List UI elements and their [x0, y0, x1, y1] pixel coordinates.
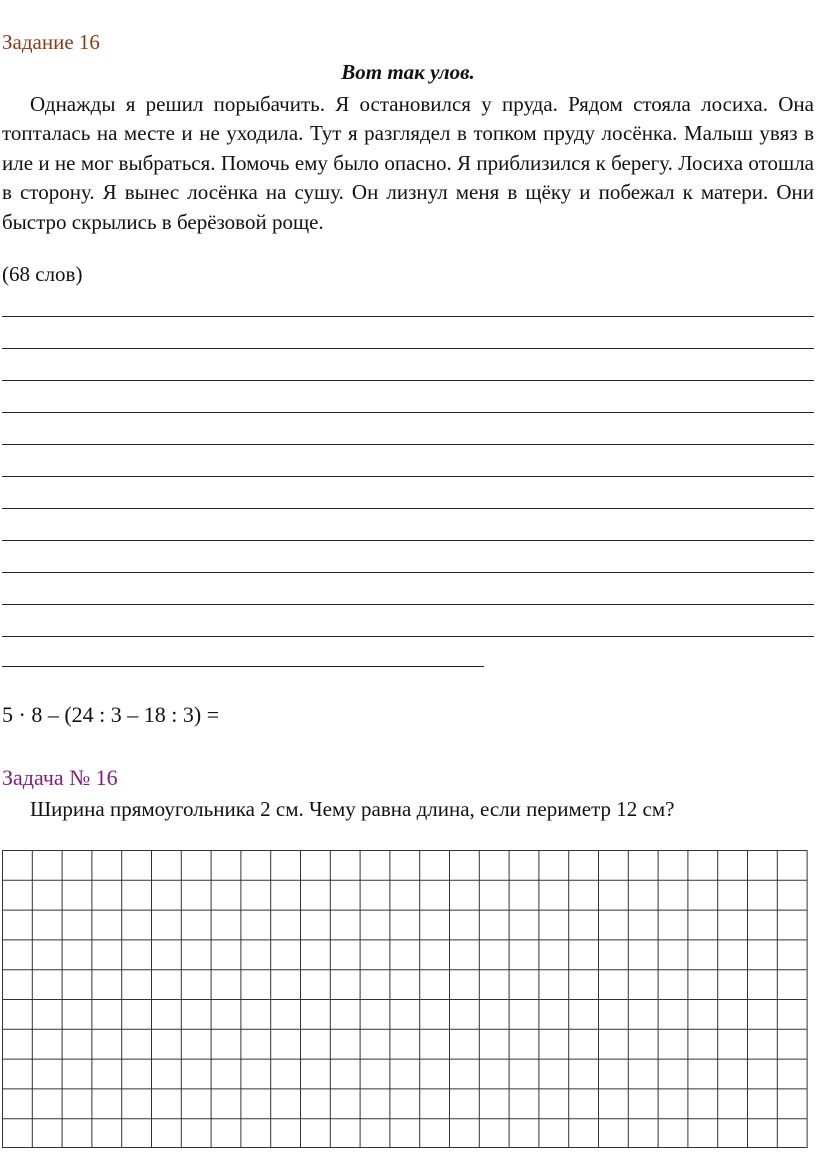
writing-line	[2, 316, 814, 317]
graph-paper-grid	[2, 850, 808, 1153]
writing-line	[2, 604, 814, 605]
problem-text: Ширина прямоугольника 2 см. Чему равна длина, если периметр 12 см?	[30, 797, 675, 821]
writing-line	[2, 444, 814, 445]
writing-line	[2, 636, 814, 637]
writing-line-short	[2, 666, 484, 667]
writing-line	[2, 508, 814, 509]
writing-line	[2, 540, 814, 541]
writing-line	[2, 476, 814, 477]
story-paragraph: Однажды я решил порыбачить. Я остановился у пруда. Рядом стояла лосиха. Она топталась на месте и не уходила. Тут я разглядел в топком пруду лосёнка. Малыш увяз в иле и не мог выбраться. Помочь ему было опасно. Я приблизился к берегу. Лосиха отошла в сторону. Я вынес лосёнка на сушу. Он лизнул меня в щёку и побежал к матери. Они быстро скрылись в берёзовой роще.	[2, 92, 814, 234]
writing-line	[2, 572, 814, 573]
writing-line	[2, 412, 814, 413]
task-label: Задание 16	[2, 30, 100, 54]
word-count: (68 слов)	[2, 262, 83, 286]
grid-svg	[2, 850, 808, 1148]
story-body	[2, 90, 814, 237]
problem-label: Задача № 16	[2, 765, 118, 790]
writing-line	[2, 348, 814, 349]
math-expression: 5 · 8 – (24 : 3 – 18 : 3) =	[2, 702, 220, 727]
writing-line	[2, 380, 814, 381]
story-title: Вот так улов.	[341, 60, 475, 84]
